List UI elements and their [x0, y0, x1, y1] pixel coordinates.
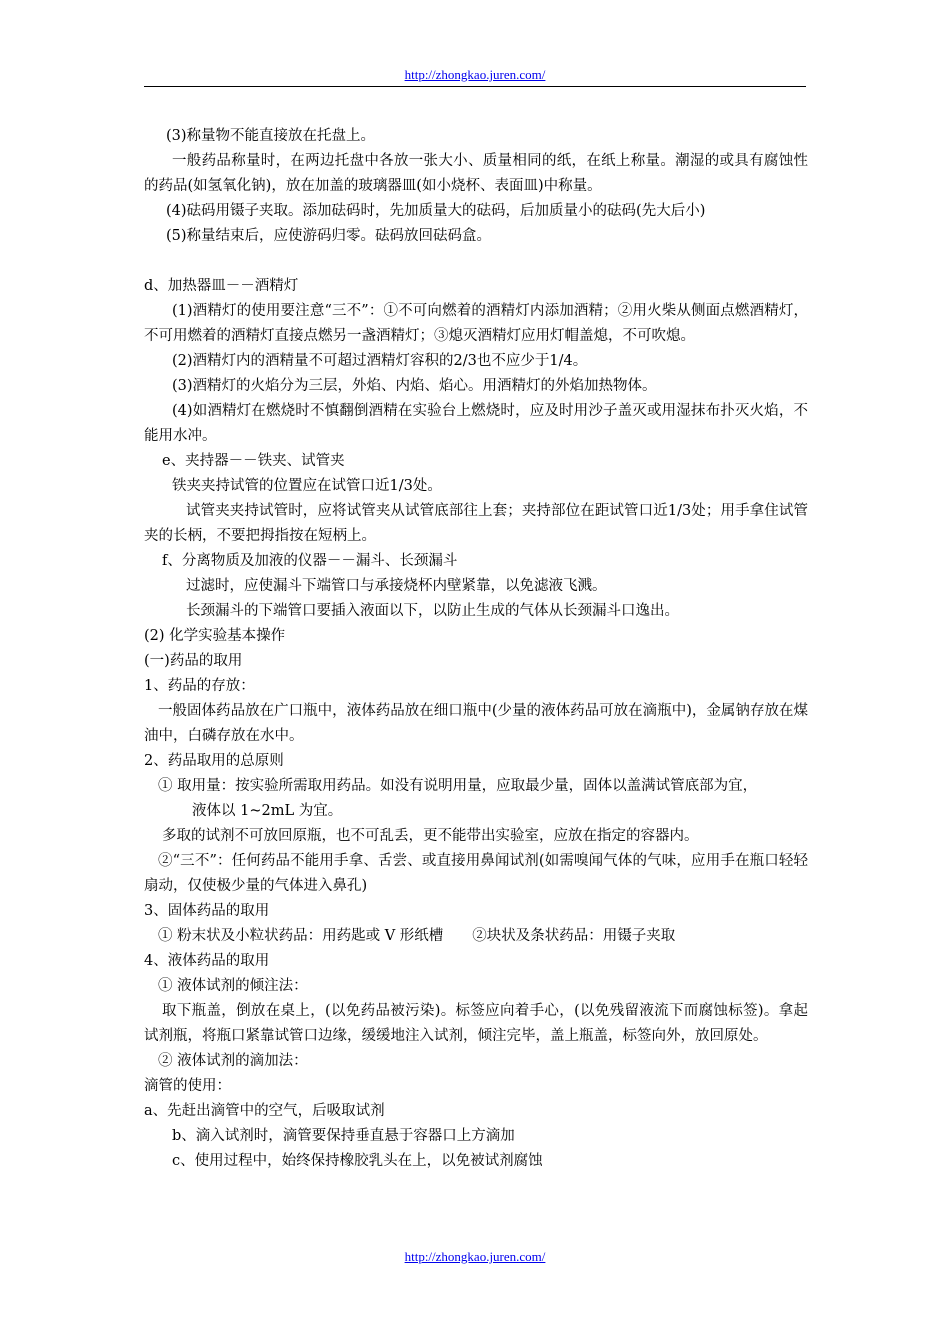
paragraph: (2)酒精灯内的酒精量不可超过酒精灯容积的2/3也不应少于1/4。: [172, 353, 588, 369]
section-heading: e、夹持器－－铁夹、试管夹: [162, 453, 345, 469]
paragraph: ② 液体试剂的滴加法：: [158, 1053, 308, 1069]
paragraph: 取下瓶盖，倒放在桌上，(以免药品被污染)。标签应向着手心，(以免残留液流下而腐蚀标签)。拿起试剂瓶，将瓶口紧靠试管口边缘，缓缓地注入试剂，倾注完毕，盖上瓶盖，标签向外，放回原处。: [144, 1003, 808, 1044]
section-heading: (2) 化学实验基本操作: [144, 628, 286, 644]
paragraph: ① 液体试剂的倾注法：: [158, 978, 308, 994]
document-body: [144, 124, 808, 1174]
paragraph: (5)称量结束后，应使游码归零。砝码放回砝码盒。: [166, 228, 492, 244]
list-item: c、使用过程中，始终保持橡胶乳头在上，以免被试剂腐蚀: [172, 1153, 543, 1169]
paragraph: 多取的试剂不可放回原瓶，也不可乱丢，更不能带出实验室，应放在指定的容器内。: [162, 828, 699, 844]
paragraph: 一般固体药品放在广口瓶中，液体药品放在细口瓶中(少量的液体药品可放在滴瓶中)，金属钠存放在煤油中，白磷存放在水中。: [144, 703, 808, 744]
paragraph: ②“三不”：任何药品不能用手拿、舌尝、或直接用鼻闻试剂(如需嗅闻气体的气味，应用手在瓶口轻轻扇动，仅使极少量的气体进入鼻孔): [144, 853, 808, 894]
paragraph: (3)称量物不能直接放在托盘上。: [166, 128, 376, 144]
paragraph: (4)砝码用镊子夹取。添加砝码时，先加质量大的砝码，后加质量小的砝码(先大后小): [166, 203, 706, 219]
footer-url-link[interactable]: http://zhongkao.juren.com/: [404, 1249, 546, 1264]
paragraph: (1)酒精灯的使用要注意“三不”：①不可向燃着的酒精灯内添加酒精；②用火柴从侧面点燃酒精灯，不可用燃着的酒精灯直接点燃另一盏酒精灯；③熄灭酒精灯应用灯帽盖熄，不可吹熄。: [144, 303, 808, 344]
section-heading: 4、液体药品的取用: [144, 953, 270, 969]
paragraph: 滴管的使用：: [144, 1078, 231, 1094]
paragraph: ① 取用量：按实验所需取用药品。如没有说明用量，应取最少量，固体以盖满试管底部为宜，: [158, 778, 758, 794]
header-divider: [144, 86, 806, 87]
paragraph: 一般药品称量时，在两边托盘中各放一张大小、质量相同的纸，在纸上称量。潮湿的或具有腐蚀性的药品(如氢氧化钠)，放在加盖的玻璃器皿(如小烧杯、表面皿)中称量。: [144, 153, 808, 194]
paragraph: 长颈漏斗的下端管口要插入液面以下，以防止生成的气体从长颈漏斗口逸出。: [186, 603, 679, 619]
list-item: b、滴入试剂时，滴管要保持垂直悬于容器口上方滴加: [172, 1128, 515, 1144]
paragraph: 试管夹夹持试管时，应将试管夹从试管底部往上套；夹持部位在距试管口近1/3处；用手拿住试管夹的长柄，不要把拇指按在短柄上。: [144, 503, 808, 544]
paragraph: 过滤时，应使漏斗下端管口与承接烧杯内壁紧靠，以免滤液飞溅。: [186, 578, 607, 594]
paragraph: 液体以 1~2mL 为宜。: [192, 803, 343, 819]
section-heading: 3、固体药品的取用: [144, 903, 270, 919]
section-heading: d、加热器皿－－酒精灯: [144, 278, 299, 294]
header-url-link[interactable]: http://zhongkao.juren.com/: [404, 67, 546, 82]
list-item: a、先赶出滴管中的空气，后吸取试剂: [144, 1103, 385, 1119]
paragraph: ① 粉末状及小粒状药品：用药匙或 V 形纸槽 ②块状及条状药品：用镊子夹取: [158, 928, 676, 944]
paragraph: 铁夹夹持试管的位置应在试管口近1/3处。: [172, 478, 442, 494]
section-heading: 2、药品取用的总原则: [144, 753, 284, 769]
paragraph: (4)如酒精灯在燃烧时不慎翻倒酒精在实验台上燃烧时，应及时用沙子盖灭或用湿抹布扑灭火焰，不能用水冲。: [144, 403, 808, 444]
section-heading: 1、药品的存放：: [144, 678, 255, 694]
blank-line: [144, 249, 808, 274]
section-heading: (一)药品的取用: [144, 653, 243, 669]
paragraph: (3)酒精灯的火焰分为三层，外焰、内焰、焰心。用酒精灯的外焰加热物体。: [172, 378, 657, 394]
section-heading: f、分离物质及加液的仪器－－漏斗、长颈漏斗: [162, 553, 458, 569]
